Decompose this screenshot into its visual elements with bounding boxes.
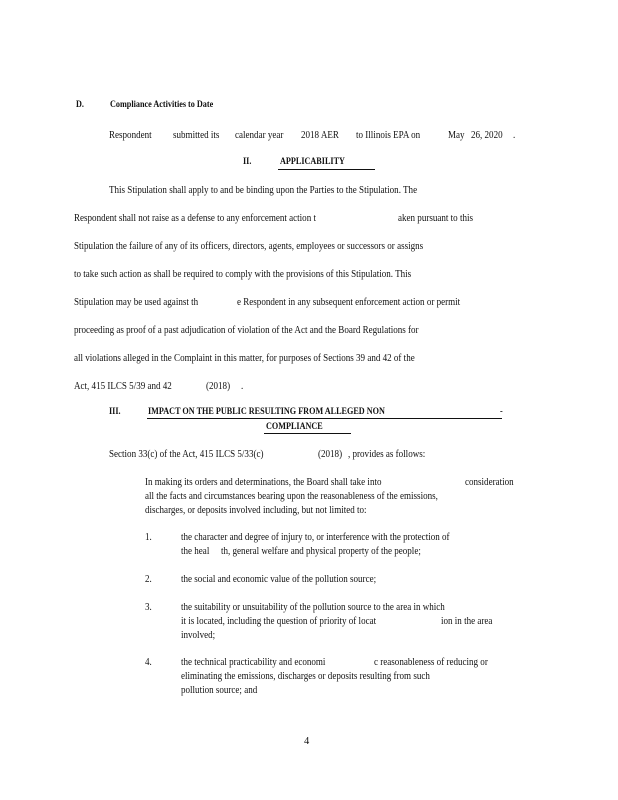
item-3-line-1: the suitability or unsuitability of the pollution source to the area in which bbox=[181, 602, 445, 613]
d-text-respondent: Respondent bbox=[109, 130, 152, 141]
d-text-submitted: submitted its bbox=[173, 130, 220, 141]
quote-line-3: discharges, or deposits involved including, but not limited to: bbox=[145, 505, 367, 516]
ii-line-8b: (2018) bbox=[206, 381, 231, 392]
item-2-line-1: the social and economic value of the pollution source; bbox=[181, 574, 377, 585]
ii-line-5b: e Respondent in any subsequent enforcement action or permit bbox=[237, 297, 461, 308]
item-4-line-3: pollution source; and bbox=[181, 685, 258, 696]
iii-intro-a: Section 33(c) of the Act, 415 ILCS 5/33(c) bbox=[109, 449, 264, 460]
ii-line-5a: Stipulation may be used against th bbox=[74, 297, 199, 308]
ii-line-8c: . bbox=[241, 381, 244, 392]
d-text-calendar-year: calendar year bbox=[235, 130, 284, 141]
item-4-line-1a: the technical practicability and economi bbox=[181, 657, 326, 668]
ii-line-2b: aken pursuant to this bbox=[398, 213, 473, 224]
quote-line-2: all the facts and circumstances bearing upon the reasonableness of the emissions, bbox=[145, 491, 438, 502]
quote-line-1a: In making its orders and determinations, the Board shall take into bbox=[145, 477, 382, 488]
item-3-line-2b: ion in the area bbox=[441, 616, 493, 627]
ii-line-8a: Act, 415 ILCS 5/39 and 42 bbox=[74, 381, 172, 392]
item-1-number: 1. bbox=[145, 532, 152, 543]
item-1-line-2b: th, general welfare and physical property of the people; bbox=[221, 546, 421, 557]
section-iii-heading-line1: IMPACT ON THE PUBLIC RESULTING FROM ALLEGED NON bbox=[148, 407, 385, 417]
item-4-line-2: eliminating the emissions, discharges or deposits resulting from such bbox=[181, 671, 430, 682]
ii-line-6: proceeding as proof of a past adjudication of violation of the Act and the Board Regulations for bbox=[74, 325, 419, 336]
section-iii-numeral: III. bbox=[109, 407, 121, 417]
item-3-line-2a: it is located, including the question of priority of locat bbox=[181, 616, 377, 627]
item-2-number: 2. bbox=[145, 574, 152, 585]
section-ii-numeral: II. bbox=[243, 157, 252, 167]
item-1-line-2a: the heal bbox=[181, 546, 210, 557]
iii-intro-c: , provides as follows: bbox=[348, 449, 426, 460]
page-number: 4 bbox=[304, 736, 310, 747]
ii-line-7: all violations alleged in the Complaint in this matter, for purposes of Sections 39 and 42 of the bbox=[74, 353, 415, 364]
section-d-letter: D. bbox=[76, 100, 84, 110]
item-4-line-1b: c reasonableness of reducing or bbox=[374, 657, 488, 668]
section-iii-heading-underline-1 bbox=[147, 418, 502, 419]
section-d-heading: Compliance Activities to Date bbox=[110, 100, 214, 110]
item-1-line-1: the character and degree of injury to, or interference with the protection of bbox=[181, 532, 450, 543]
iii-intro-b: (2018) bbox=[318, 449, 343, 460]
section-iii-heading-hyphen: - bbox=[500, 407, 503, 417]
section-ii-heading: APPLICABILITY bbox=[280, 157, 345, 167]
d-text-date: 26, 2020 bbox=[471, 130, 503, 141]
item-3-line-3: involved; bbox=[181, 630, 216, 641]
section-iii-heading-underline-2 bbox=[264, 433, 351, 434]
d-text-may: May bbox=[448, 130, 465, 141]
item-4-number: 4. bbox=[145, 657, 152, 668]
section-iii-heading-line2: COMPLIANCE bbox=[266, 422, 323, 432]
section-ii-heading-underline bbox=[278, 169, 375, 170]
item-3-number: 3. bbox=[145, 602, 152, 613]
d-text-to-epa: to Illinois EPA on bbox=[356, 130, 421, 141]
d-text-aer: 2018 AER bbox=[301, 130, 339, 141]
ii-line-1: This Stipulation shall apply to and be binding upon the Parties to the Stipulation. The bbox=[109, 185, 418, 196]
ii-line-4: to take such action as shall be required to comply with the provisions of this Stipulation. This bbox=[74, 269, 412, 280]
ii-line-2a: Respondent shall not raise as a defense to any enforcement action t bbox=[74, 213, 316, 224]
ii-line-3: Stipulation the failure of any of its officers, directors, agents, employees or successors or assigns bbox=[74, 241, 424, 252]
quote-line-1b: consideration bbox=[465, 477, 514, 488]
d-text-period: . bbox=[513, 130, 516, 141]
